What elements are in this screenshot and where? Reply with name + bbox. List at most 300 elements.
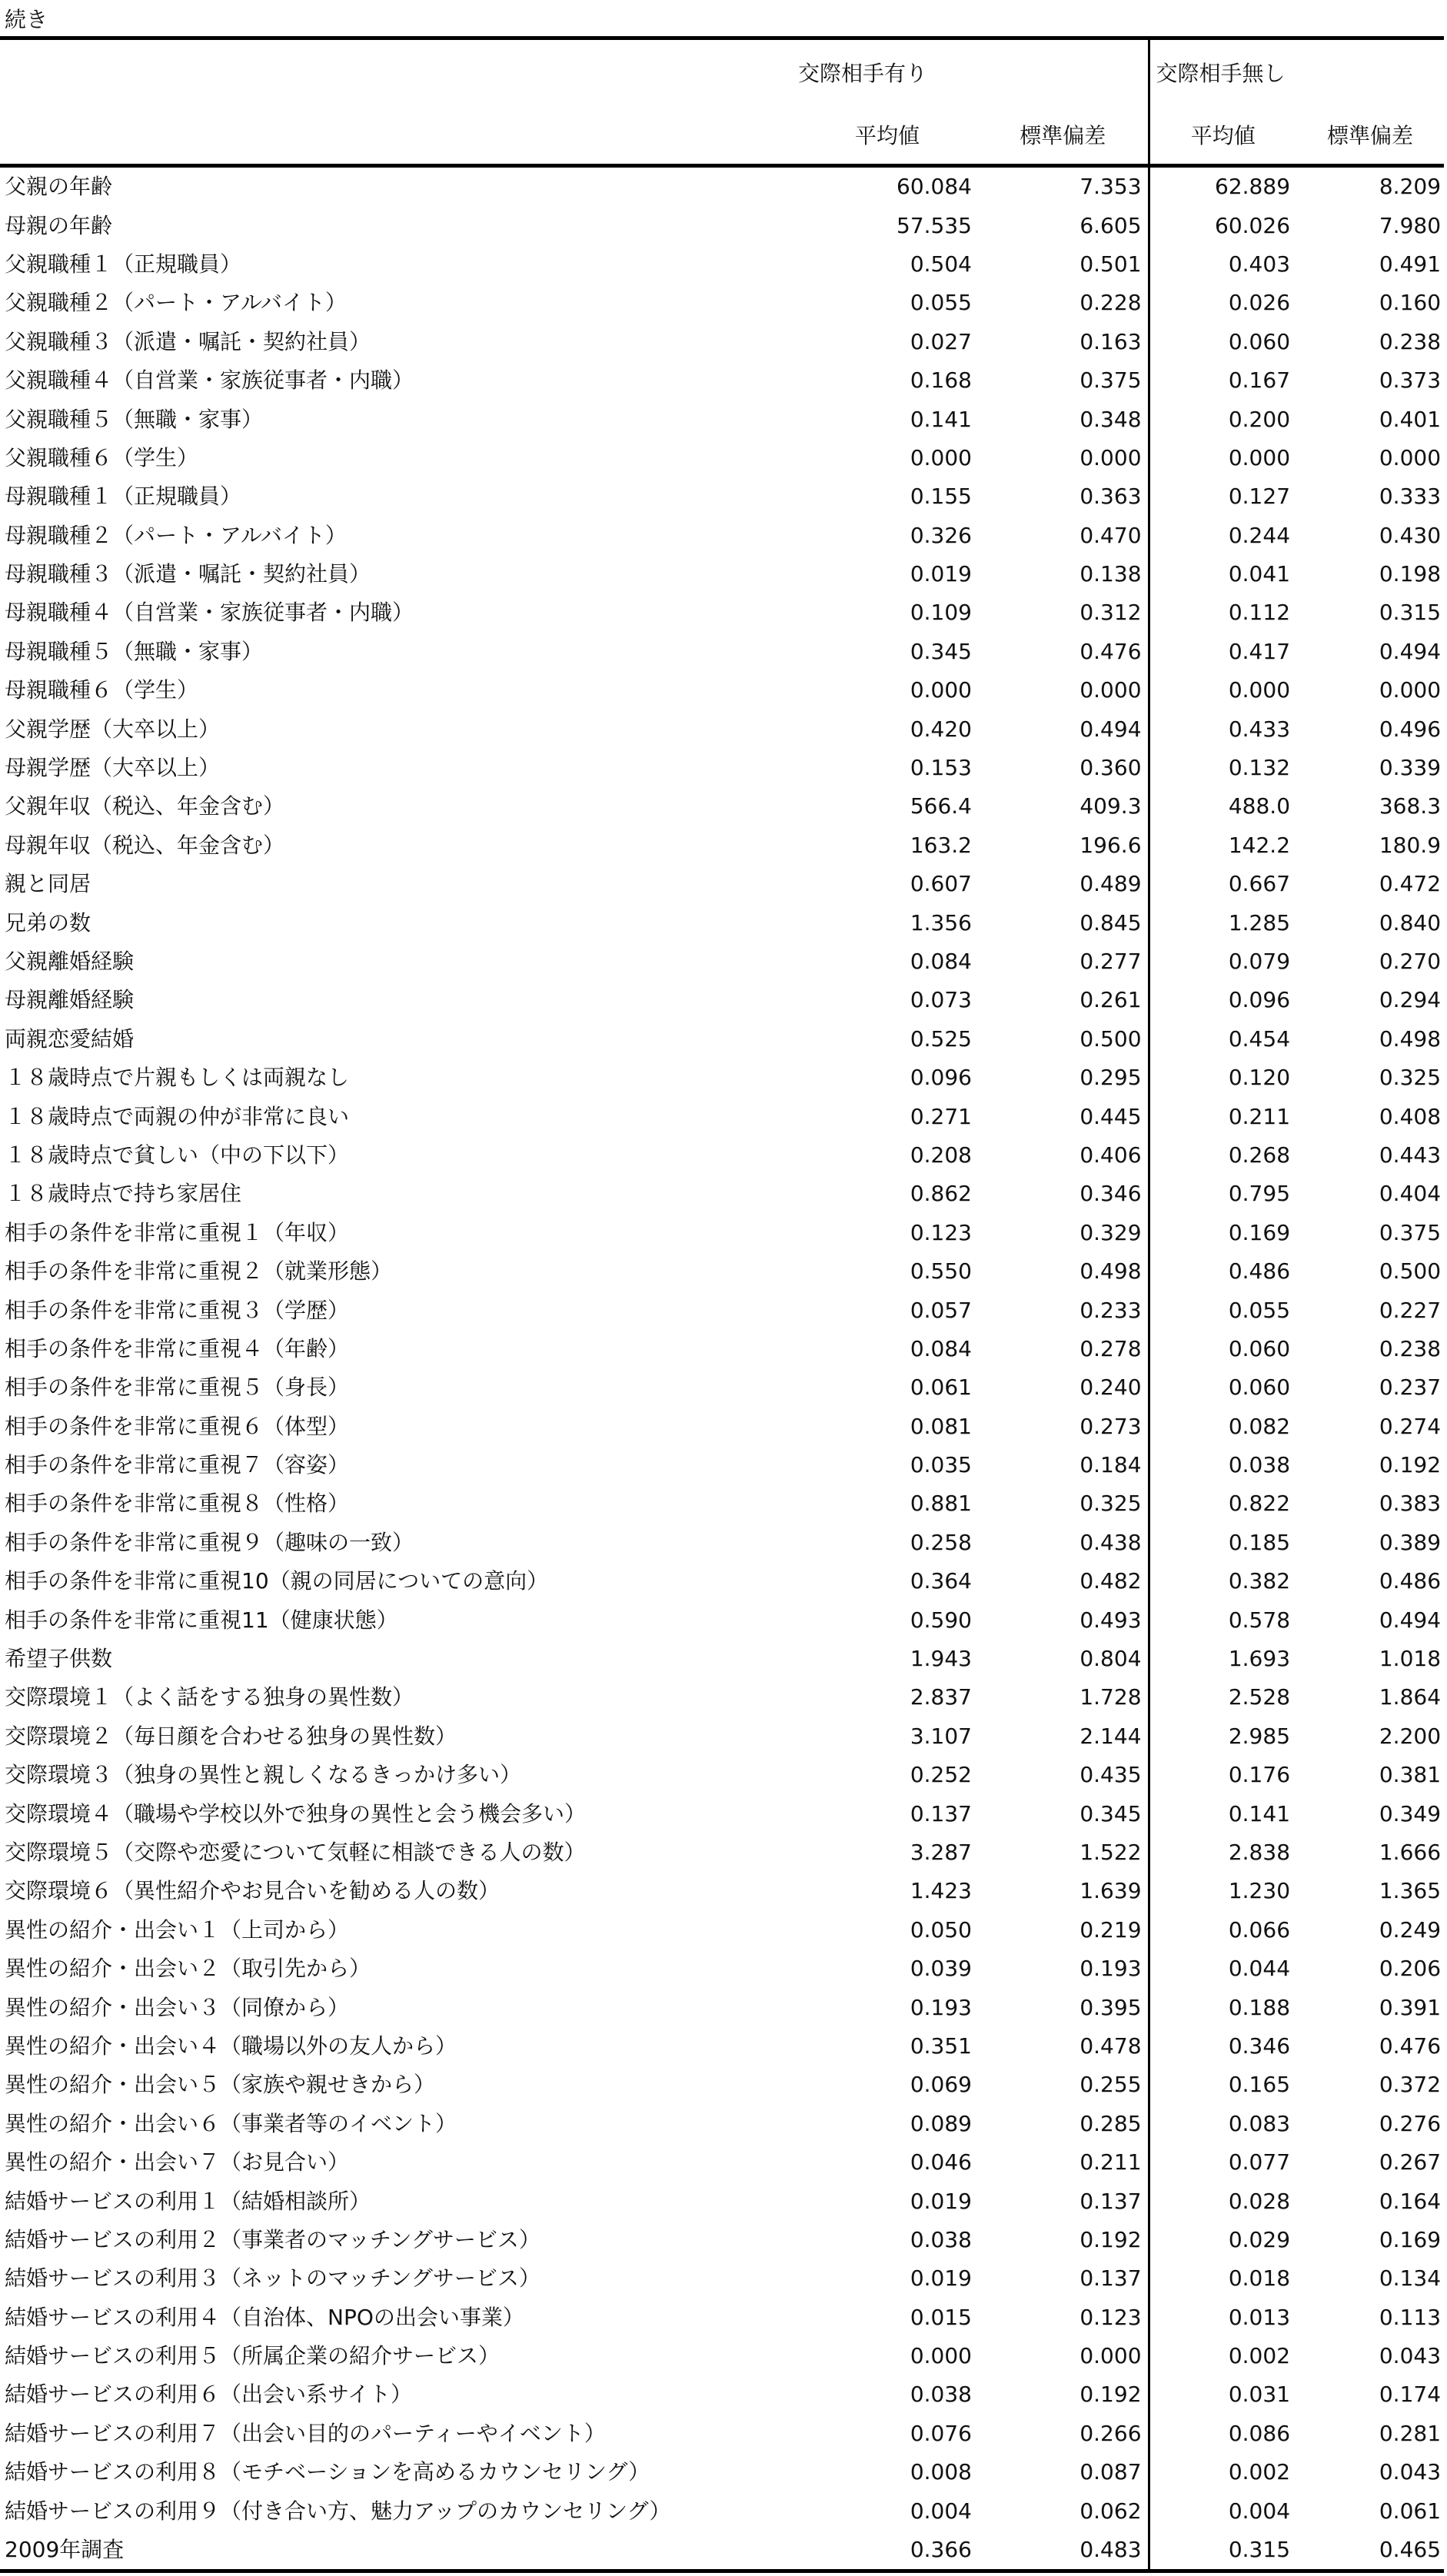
mean-without-partner-cell: 0.002 xyxy=(1149,2453,1296,2491)
row-label: １８歳時点で持ち家居住 xyxy=(5,1181,242,1207)
sd-without-partner-cell: 0.476 xyxy=(1379,2033,1442,2059)
table-row xyxy=(0,2182,1444,2220)
mean-with-partner-cell: 0.258 xyxy=(910,1529,972,1555)
sd-with-partner-cell: 0.438 xyxy=(1079,1529,1142,1555)
mean-without-partner-cell: 0.578 xyxy=(1149,1600,1296,1639)
row-label: 相手の条件を非常に重視８（性格） xyxy=(5,1491,350,1517)
sd-without-partner-cell: 0.339 xyxy=(1379,755,1442,781)
row-label: 母親職種４（自営業・家族従事者・内職） xyxy=(5,600,414,626)
row-label: 相手の条件を非常に重視10（親の同居についての意向） xyxy=(5,1568,549,1594)
mean-with-partner-cell: 3.107 xyxy=(910,1723,972,1749)
sd-with-partner-cell: 0.406 xyxy=(1079,1142,1142,1168)
mean-with-partner-cell: 0.168 xyxy=(910,367,972,394)
sd-without-partner-cell: 0.000 xyxy=(1379,677,1442,703)
mean-without-partner-cell: 0.082 xyxy=(1149,1408,1296,1446)
table-row xyxy=(0,593,1444,632)
mean-without-partner-cell: 0.038 xyxy=(1149,1446,1296,1484)
sd-with-partner-cell: 0.192 xyxy=(1079,2382,1142,2408)
mean-without-partner-cell: 0.079 xyxy=(1149,942,1296,981)
row-label: 異性の紹介・出会い７（お見合い） xyxy=(5,2149,350,2175)
table-row xyxy=(0,2027,1444,2066)
mean-without-partner-cell: 0.060 xyxy=(1149,323,1296,361)
table-row xyxy=(0,671,1444,710)
mean-with-partner-cell: 0.000 xyxy=(910,444,972,470)
sd-without-partner-cell: 0.192 xyxy=(1379,1452,1442,1478)
mean-with-partner-cell: 0.000 xyxy=(910,2343,972,2369)
mean-without-partner-cell: 0.141 xyxy=(1149,1794,1296,1833)
mean-with-partner-cell: 0.364 xyxy=(910,1568,972,1594)
sd-without-partner-cell: 0.238 xyxy=(1379,1335,1442,1361)
sd-with-partner-cell: 0.375 xyxy=(1079,367,1142,394)
sd-without-partner-cell: 1.365 xyxy=(1379,1878,1442,1904)
mean-without-partner-cell: 0.346 xyxy=(1149,2027,1296,2066)
mean-with-partner-cell: 57.535 xyxy=(896,212,972,238)
mean-without-partner-cell: 60.026 xyxy=(1149,206,1296,244)
table-row xyxy=(0,1330,1444,1368)
sd-with-partner-cell: 0.000 xyxy=(1079,444,1142,470)
table-row xyxy=(0,2298,1444,2336)
sd-with-partner-cell: 0.278 xyxy=(1079,1335,1142,1361)
table-row xyxy=(0,981,1444,1019)
table-row xyxy=(0,361,1444,400)
row-label: 父親職種３（派遣・嘱託・契約社員） xyxy=(5,328,371,354)
sd-without-partner-cell: 0.401 xyxy=(1379,406,1442,432)
sd-with-partner-cell: 0.000 xyxy=(1079,677,1142,703)
label-subheader-blank xyxy=(0,105,797,166)
sd-with-partner-cell: 0.219 xyxy=(1079,1916,1142,1943)
row-label: 結婚サービスの利用７（出会い目的のパーティーやイベント） xyxy=(5,2420,606,2446)
sd-with-partner-cell: 6.605 xyxy=(1079,212,1142,238)
table-row xyxy=(0,1214,1444,1252)
mean-without-partner-cell: 0.000 xyxy=(1149,439,1296,477)
mean-without-partner-cell: 0.055 xyxy=(1149,1291,1296,1329)
mean-without-partner-cell: 62.889 xyxy=(1149,166,1296,207)
table-row xyxy=(0,2415,1444,2453)
sd-with-partner-cell: 0.498 xyxy=(1079,1258,1142,1285)
sd-without-partner-cell: 0.333 xyxy=(1379,484,1442,510)
table-row xyxy=(0,1756,1444,1794)
sd-without-partner-cell: 0.270 xyxy=(1379,949,1442,974)
sd-with-partner-cell: 0.228 xyxy=(1079,290,1142,316)
sd-with-partner-cell: 0.266 xyxy=(1079,2420,1142,2446)
sd-with-partner-cell: 2.144 xyxy=(1079,1723,1142,1749)
row-label: 結婚サービスの利用２（事業者のマッチングサービス） xyxy=(5,2226,541,2252)
sd-with-partner-cell: 0.295 xyxy=(1079,1065,1142,1091)
mean-without-partner-cell: 0.031 xyxy=(1149,2375,1296,2414)
row-label: 母親職種５（無職・家事） xyxy=(5,638,264,664)
group-header-without-partner: 交際相手無し xyxy=(1149,38,1444,105)
mean-with-partner-cell: 0.057 xyxy=(910,1297,972,1323)
row-label: 相手の条件を非常に重視２（就業形態） xyxy=(5,1258,393,1285)
sd-with-partner-cell: 0.277 xyxy=(1079,949,1142,974)
mean-without-partner-cell: 2.838 xyxy=(1149,1833,1296,1872)
mean-without-partner-cell: 0.167 xyxy=(1149,361,1296,400)
sd-without-partner-cell: 0.389 xyxy=(1379,1529,1442,1555)
mean-with-partner-cell: 0.193 xyxy=(910,1994,972,2020)
sd-with-partner-cell: 1.639 xyxy=(1079,1878,1142,1904)
row-label: 2009年調査 xyxy=(0,2531,797,2571)
row-label: 相手の条件を非常に重視11（健康状態） xyxy=(5,1607,398,1633)
sd-without-partner-cell: 0.496 xyxy=(1379,716,1442,742)
mean-without-partner-cell: 0.083 xyxy=(1149,2105,1296,2143)
mean-with-partner-cell: 0.050 xyxy=(910,1916,972,1943)
sd-with-partner-cell: 0.255 xyxy=(1079,2072,1142,2098)
sd-without-partner-cell: 0.169 xyxy=(1379,2226,1442,2252)
sd-without-partner-cell: 0.174 xyxy=(1379,2382,1442,2408)
table-row xyxy=(0,633,1444,671)
row-label: 母親職種１（正規職員） xyxy=(5,484,242,510)
row-label: 交際環境６（異性紹介やお見合いを勧める人の数） xyxy=(5,1878,501,1904)
row-label: １８歳時点で片親もしくは両親なし xyxy=(5,1065,350,1091)
mean-with-partner-cell: 0.881 xyxy=(910,1491,972,1517)
sd-with-partner-cell: 0.312 xyxy=(1079,600,1142,626)
row-label: 希望子供数 xyxy=(5,1646,113,1672)
sd-with-partner-cell: 0.137 xyxy=(1079,2265,1142,2292)
table-row xyxy=(0,2491,1444,2530)
continued-caption: 続き xyxy=(5,7,48,32)
row-label: 父親学歴（大卒以上） xyxy=(5,716,221,742)
mean-without-partner-cell: 0.417 xyxy=(1149,633,1296,671)
sd-with-partner-cell: 0.138 xyxy=(1079,561,1142,587)
table-row xyxy=(0,903,1444,942)
table-row xyxy=(0,1600,1444,1639)
sd-with-partner-cell: 1.522 xyxy=(1079,1839,1142,1865)
mean-without-partner-cell: 142.2 xyxy=(1149,826,1296,865)
row-label: 相手の条件を非常に重視４（年齢） xyxy=(5,1335,350,1361)
sd-without-partner-cell: 0.113 xyxy=(1379,2304,1442,2330)
sd-with-partner-cell: 0.360 xyxy=(1079,755,1142,781)
row-label: 結婚サービスの利用３（ネットのマッチングサービス） xyxy=(5,2265,541,2292)
mean-with-partner-cell: 0.123 xyxy=(910,1219,972,1245)
row-label: 兄弟の数 xyxy=(5,909,91,936)
sd-with-partner-cell: 7.353 xyxy=(1079,174,1142,200)
sd-with-partner-cell: 0.500 xyxy=(1079,1025,1142,1052)
table-row xyxy=(0,1020,1444,1059)
mean-without-partner-cell: 0.077 xyxy=(1149,2143,1296,2182)
sd-without-partner-cell: 1.018 xyxy=(1379,1646,1442,1672)
sd-without-partner-cell: 0.494 xyxy=(1379,1607,1442,1633)
mean-with-partner-cell: 0.081 xyxy=(910,1413,972,1439)
mean-without-partner-cell: 0.382 xyxy=(1149,1562,1296,1600)
sd-without-partner-cell: 0.500 xyxy=(1379,1258,1442,1285)
sd-with-partner-cell: 0.273 xyxy=(1079,1413,1142,1439)
row-label: 母親年収（税込、年金含む） xyxy=(5,832,285,858)
sd-without-partner-cell: 0.267 xyxy=(1379,2149,1442,2175)
sd-without-partner-cell: 0.281 xyxy=(1379,2420,1442,2446)
mean-without-partner-cell: 0.185 xyxy=(1149,1524,1296,1562)
table-row xyxy=(0,1059,1444,1097)
row-label: 相手の条件を非常に重視７（容姿） xyxy=(5,1452,350,1478)
mean-with-partner-cell: 0.084 xyxy=(910,949,972,974)
mean-without-partner-cell: 0.169 xyxy=(1149,1214,1296,1252)
table-row xyxy=(0,2531,1444,2571)
sd-without-partner-cell: 0.315 xyxy=(1379,600,1442,626)
sd-without-partner-cell: 0.491 xyxy=(1379,251,1442,277)
sd-without-partner-cell: 0.486 xyxy=(1379,1568,1442,1594)
sd-with-partner-cell: 0.285 xyxy=(1079,2110,1142,2136)
mean-without-partner-cell: 0.096 xyxy=(1149,981,1296,1019)
mean-with-partner-cell: 0.055 xyxy=(910,290,972,316)
mean-without-partner-cell: 2.985 xyxy=(1149,1717,1296,1756)
mean-with-partner-cell: 0.069 xyxy=(910,2072,972,2098)
table-row xyxy=(0,749,1444,787)
mean-without-partner-cell: 0.132 xyxy=(1149,749,1296,787)
table-row xyxy=(0,1794,1444,1833)
row-label: 結婚サービスの利用９（付き合い方、魅力アップのカウンセリング） xyxy=(5,2498,671,2524)
mean-with-partner-cell: 0.061 xyxy=(910,1374,972,1401)
row-label: 異性の紹介・出会い２（取引先から） xyxy=(5,1956,371,1982)
sd-without-partner-cell: 0.061 xyxy=(1379,2498,1442,2524)
table-row xyxy=(0,1368,1444,1407)
mean-with-partner-cell: 0.039 xyxy=(910,1956,972,1982)
table-row xyxy=(0,1911,1444,1949)
mean-without-partner-cell: 0.667 xyxy=(1149,865,1296,903)
sd-without-partner-cell: 0.498 xyxy=(1379,1025,1442,1052)
mean-without-partner-cell: 0.127 xyxy=(1149,477,1296,516)
sd-without-partner-cell: 0.000 xyxy=(1379,444,1442,470)
mean-without-partner-cell: 0.112 xyxy=(1149,593,1296,632)
sd-with-partner-cell: 0.240 xyxy=(1079,1374,1142,1401)
table-row xyxy=(0,1872,1444,1910)
row-label: 相手の条件を非常に重視１（年収） xyxy=(5,1219,350,1245)
row-label: 父親職種４（自営業・家族従事者・内職） xyxy=(5,367,414,394)
row-label: 親と同居 xyxy=(5,871,91,897)
sd-with-partner-cell: 0.346 xyxy=(1079,1181,1142,1207)
mean-with-partner-cell: 0.862 xyxy=(910,1181,972,1207)
row-label: 異性の紹介・出会い６（事業者等のイベント） xyxy=(5,2110,457,2136)
table-row xyxy=(0,323,1444,361)
row-label: 交際環境３（独身の異性と親しくなるきっかけ多い） xyxy=(5,1762,522,1788)
sd-with-partner-cell: 0.494 xyxy=(1079,716,1142,742)
sd-with-partner-cell: 0.489 xyxy=(1079,871,1142,897)
mean-with-partner-cell: 0.252 xyxy=(910,1762,972,1788)
table-row xyxy=(0,1562,1444,1600)
sd-without-partner-cell: 0.325 xyxy=(1379,1065,1442,1091)
mean-with-partner-cell: 0.073 xyxy=(910,987,972,1013)
table-row xyxy=(0,284,1444,322)
mean-without-partner-cell: 0.176 xyxy=(1149,1756,1296,1794)
descriptive-statistics-table xyxy=(0,36,1444,2573)
sd-with-partner-cell: 0.329 xyxy=(1079,1219,1142,1245)
sd-with-partner-cell: 0.325 xyxy=(1079,1491,1142,1517)
sd-without-partner-cell: 0.373 xyxy=(1379,367,1442,394)
mean-without-partner-cell: 0.795 xyxy=(1149,1175,1296,1213)
mean-without-partner-cell: 1.230 xyxy=(1149,1872,1296,1910)
sd-with-partner-cell: 0.184 xyxy=(1079,1452,1142,1478)
mean-with-partner-cell: 0.326 xyxy=(910,522,972,548)
sd-with-partner-cell: 0.476 xyxy=(1079,638,1142,664)
sd-with-partner-cell: 0.062 xyxy=(1079,2498,1142,2524)
sd-without-partner-cell: 0.375 xyxy=(1379,1219,1442,1245)
mean-without-partner-cell: 0.486 xyxy=(1149,1252,1296,1291)
mean-without-partner-cell: 1.693 xyxy=(1149,1640,1296,1678)
column-header-row xyxy=(0,105,1444,166)
sd-with-partner-cell: 0.233 xyxy=(1079,1297,1142,1323)
row-label: 交際環境４（職場や学校以外で独身の異性と会う機会多い） xyxy=(5,1800,587,1826)
row-label: 交際環境５（交際や恋愛について気軽に相談できる人の数） xyxy=(5,1839,586,1865)
mean-without-partner-cell: 1.285 xyxy=(1149,903,1296,942)
mean-without-partner-cell: 0.120 xyxy=(1149,1059,1296,1097)
sd-without-partner-cell: 0.472 xyxy=(1379,871,1442,897)
mean-with-partner-cell: 1.943 xyxy=(910,1646,972,1672)
mean-with-partner-cell: 0.046 xyxy=(910,2149,972,2175)
mean-header-with-partner: 平均値 xyxy=(797,105,978,166)
table-row xyxy=(0,477,1444,516)
row-label: 父親職種２（パート・アルバイト） xyxy=(5,290,347,316)
mean-without-partner-cell: 488.0 xyxy=(1149,787,1296,826)
table-row xyxy=(0,1175,1444,1213)
mean-with-partner-cell: 0.420 xyxy=(910,716,972,742)
sd-without-partner-cell: 0.164 xyxy=(1379,2188,1442,2214)
mean-without-partner-cell: 0.060 xyxy=(1149,1368,1296,1407)
mean-without-partner-cell: 2.528 xyxy=(1149,1678,1296,1717)
sd-without-partner-cell: 0.349 xyxy=(1379,1800,1442,1826)
sd-without-partner-cell: 7.980 xyxy=(1379,212,1442,238)
sd-without-partner-cell: 0.494 xyxy=(1379,638,1442,664)
mean-with-partner-cell: 0.109 xyxy=(910,600,972,626)
row-label: 相手の条件を非常に重視９（趣味の一致） xyxy=(5,1529,414,1555)
row-label: 異性の紹介・出会い３（同僚から） xyxy=(5,1994,350,2020)
sd-with-partner-cell: 0.000 xyxy=(1079,2343,1142,2369)
mean-without-partner-cell: 0.041 xyxy=(1149,555,1296,593)
sd-with-partner-cell: 0.193 xyxy=(1079,1956,1142,1982)
mean-with-partner-cell: 0.038 xyxy=(910,2382,972,2408)
row-label: 結婚サービスの利用５（所属企業の紹介サービス） xyxy=(5,2343,501,2369)
table-row xyxy=(0,1678,1444,1717)
mean-with-partner-cell: 0.153 xyxy=(910,755,972,781)
mean-with-partner-cell: 60.084 xyxy=(896,174,972,200)
mean-without-partner-cell: 0.454 xyxy=(1149,1020,1296,1059)
sd-with-partner-cell: 0.395 xyxy=(1079,1994,1142,2020)
mean-without-partner-cell: 0.200 xyxy=(1149,400,1296,438)
mean-without-partner-cell: 0.004 xyxy=(1149,2491,1296,2530)
mean-with-partner-cell: 0.019 xyxy=(910,2265,972,2292)
table-row xyxy=(0,865,1444,903)
table-row xyxy=(0,1524,1444,1562)
mean-with-partner-cell: 0.366 xyxy=(797,2531,978,2571)
sd-without-partner-cell: 1.864 xyxy=(1379,1684,1442,1710)
table-row xyxy=(0,2221,1444,2259)
sd-without-partner-cell: 0.443 xyxy=(1379,1142,1442,1168)
sd-without-partner-cell: 2.200 xyxy=(1379,1723,1442,1749)
mean-with-partner-cell: 0.076 xyxy=(910,2420,972,2446)
sd-with-partner-cell: 0.345 xyxy=(1079,1800,1142,1826)
table-row xyxy=(0,1252,1444,1291)
sd-with-partner-cell: 0.163 xyxy=(1079,328,1142,354)
row-label: 母親学歴（大卒以上） xyxy=(5,755,221,781)
sd-with-partner-cell: 0.363 xyxy=(1079,484,1142,510)
table-row xyxy=(0,555,1444,593)
sd-with-partner-cell: 0.348 xyxy=(1079,406,1142,432)
sd-with-partner-cell: 0.845 xyxy=(1079,909,1142,936)
mean-with-partner-cell: 0.155 xyxy=(910,484,972,510)
table-row xyxy=(0,826,1444,865)
mean-without-partner-cell: 0.066 xyxy=(1149,1911,1296,1949)
table-row xyxy=(0,2375,1444,2414)
mean-with-partner-cell: 0.208 xyxy=(910,1142,972,1168)
mean-without-partner-cell: 0.060 xyxy=(1149,1330,1296,1368)
table-row xyxy=(0,1484,1444,1523)
table-row xyxy=(0,166,1444,207)
mean-without-partner-cell: 0.029 xyxy=(1149,2221,1296,2259)
row-label: 交際環境１（よく話をする独身の異性数） xyxy=(5,1684,414,1710)
sd-without-partner-cell: 1.666 xyxy=(1379,1839,1442,1865)
mean-without-partner-cell: 0.211 xyxy=(1149,1097,1296,1135)
mean-with-partner-cell: 0.096 xyxy=(910,1065,972,1091)
mean-with-partner-cell: 0.004 xyxy=(910,2498,972,2524)
mean-without-partner-cell: 0.165 xyxy=(1149,2066,1296,2104)
sd-header-with-partner: 標準偏差 xyxy=(978,105,1149,166)
mean-with-partner-cell: 0.504 xyxy=(910,251,972,277)
mean-with-partner-cell: 0.038 xyxy=(910,2226,972,2252)
row-label: 母親離婚経験 xyxy=(5,987,135,1013)
row-label: １８歳時点で両親の仲が非常に良い xyxy=(5,1103,350,1129)
mean-without-partner-cell: 0.315 xyxy=(1149,2531,1296,2571)
sd-with-partner-cell: 0.123 xyxy=(1079,2304,1142,2330)
sd-without-partner-cell: 0.160 xyxy=(1379,290,1442,316)
sd-without-partner-cell: 0.276 xyxy=(1379,2110,1442,2136)
mean-header-without-partner: 平均値 xyxy=(1149,105,1296,166)
table-row xyxy=(0,942,1444,981)
mean-without-partner-cell: 0.026 xyxy=(1149,284,1296,322)
row-label: 母親職種６（学生） xyxy=(5,677,199,703)
row-label: 母親の年齢 xyxy=(5,212,113,238)
row-label: 父親職種１（正規職員） xyxy=(5,251,242,277)
row-label: 交際環境２（毎日顔を合わせる独身の異性数） xyxy=(5,1723,457,1749)
sd-without-partner-cell: 0.198 xyxy=(1379,561,1442,587)
row-label: 父親職種６（学生） xyxy=(5,444,199,470)
sd-without-partner-cell: 0.134 xyxy=(1379,2265,1442,2292)
table-row xyxy=(0,710,1444,748)
mean-without-partner-cell: 0.002 xyxy=(1149,2337,1296,2375)
sd-without-partner-cell: 0.372 xyxy=(1379,2072,1442,2098)
group-header-with-partner: 交際相手有り xyxy=(797,38,1149,105)
table-row xyxy=(0,2143,1444,2182)
table-row xyxy=(0,2066,1444,2104)
row-label: 父親離婚経験 xyxy=(5,949,135,974)
table-row xyxy=(0,1446,1444,1484)
mean-with-partner-cell: 0.550 xyxy=(910,1258,972,1285)
sd-with-partner-cell: 0.478 xyxy=(1079,2033,1142,2059)
mean-without-partner-cell: 0.188 xyxy=(1149,1988,1296,2026)
table-row xyxy=(0,1833,1444,1872)
row-label: 相手の条件を非常に重視３（学歴） xyxy=(5,1297,350,1323)
mean-with-partner-cell: 0.027 xyxy=(910,328,972,354)
mean-with-partner-cell: 163.2 xyxy=(910,832,972,858)
mean-without-partner-cell: 0.018 xyxy=(1149,2259,1296,2298)
row-label: 結婚サービスの利用８（モチベーションを高めるカウンセリング） xyxy=(5,2459,650,2485)
row-label: 異性の紹介・出会い１（上司から） xyxy=(5,1916,350,1943)
mean-without-partner-cell: 0.268 xyxy=(1149,1136,1296,1175)
sd-with-partner-cell: 1.728 xyxy=(1079,1684,1142,1710)
row-label: 異性の紹介・出会い５（家族や親せきから） xyxy=(5,2072,436,2098)
row-label: 結婚サービスの利用１（結婚相談所） xyxy=(5,2188,371,2214)
label-header-blank xyxy=(0,38,797,105)
group-header-row xyxy=(0,38,1444,105)
mean-with-partner-cell: 0.137 xyxy=(910,1800,972,1826)
sd-without-partner-cell: 8.209 xyxy=(1379,174,1442,200)
mean-with-partner-cell: 0.345 xyxy=(910,638,972,664)
table-row xyxy=(0,245,1444,284)
mean-with-partner-cell: 0.351 xyxy=(910,2033,972,2059)
mean-with-partner-cell: 0.084 xyxy=(910,1335,972,1361)
table-row xyxy=(0,1640,1444,1678)
sd-with-partner-cell: 0.211 xyxy=(1079,2149,1142,2175)
mean-without-partner-cell: 0.244 xyxy=(1149,517,1296,555)
sd-with-partner-cell: 0.445 xyxy=(1079,1103,1142,1129)
sd-without-partner-cell: 0.430 xyxy=(1379,522,1442,548)
table-row xyxy=(0,400,1444,438)
